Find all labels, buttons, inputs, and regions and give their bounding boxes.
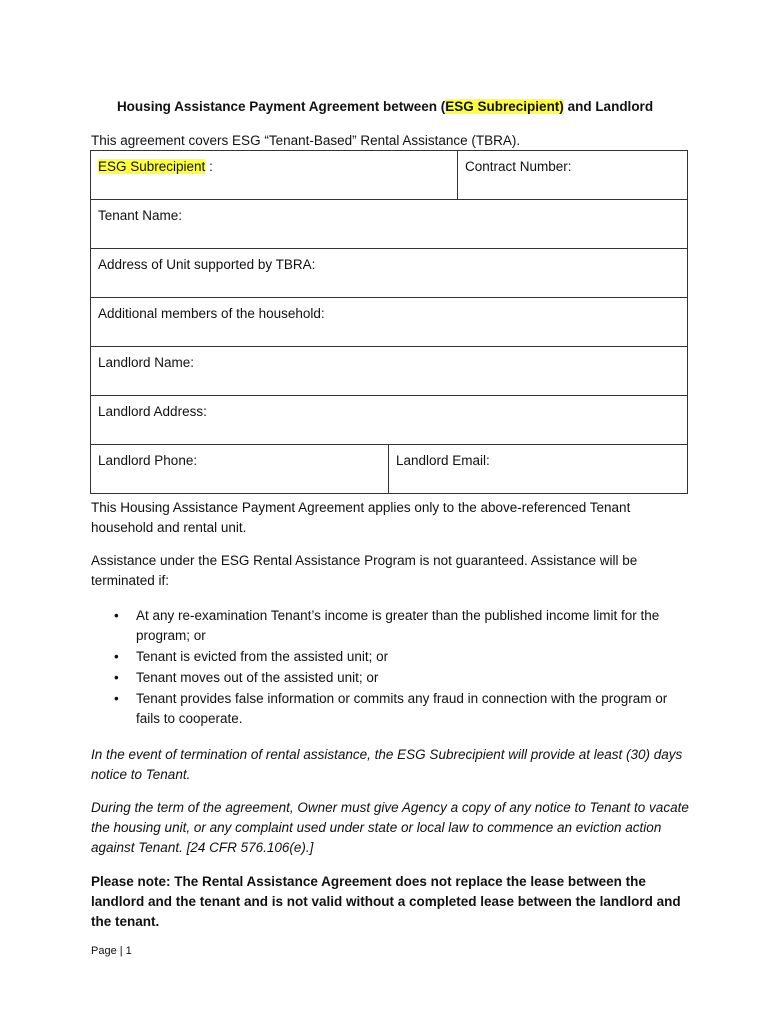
list-item <box>114 668 694 688</box>
page-number: Page | 1 <box>91 945 132 957</box>
landlord-email-field[interactable] <box>389 445 688 494</box>
list-item-text: At any re-examination Tenant’s income is greater than the published income limit for the program; or <box>136 608 660 643</box>
contract-number-label: Contract Number: <box>465 159 572 174</box>
landlord-address-label: Landlord Address: <box>98 404 207 419</box>
title-part-2: and Landlord <box>563 99 654 114</box>
unit-address-label: Address of Unit supported by TBRA: <box>98 257 316 272</box>
landlord-phone-field[interactable] <box>91 445 389 494</box>
contract-number-field[interactable] <box>458 151 688 200</box>
applicability-paragraph: This Housing Assistance Payment Agreement applies only to the above-referenced Tenant household and rental unit. <box>91 500 631 535</box>
landlord-address-field[interactable] <box>91 396 688 445</box>
landlord-email-label: Landlord Email: <box>396 453 490 468</box>
household-members-label: Additional members of the household: <box>98 306 325 321</box>
tenant-name-field[interactable] <box>91 200 688 249</box>
list-item <box>114 689 694 729</box>
agreement-form-table <box>90 150 688 494</box>
landlord-name-field[interactable] <box>91 347 688 396</box>
bullet-icon: • <box>114 608 119 623</box>
subrecipient-suffix: : <box>205 159 213 174</box>
page-title <box>0 99 770 114</box>
title-part-1: Housing Assistance Payment Agreement between ( <box>116 99 446 114</box>
owner-notice-paragraph: During the term of the agreement, Owner must give Agency a copy of any notice to Tenant to vacate the housing unit, or any complaint used under state or local law to commence an eviction action against Tenant. [24 CFR 576.106(e).] <box>91 800 689 855</box>
termination-notice-paragraph: In the event of termination of rental assistance, the ESG Subrecipient will provide at least (30) days notice to Tenant. <box>91 747 683 782</box>
bullet-icon: • <box>114 649 119 664</box>
list-item <box>114 606 694 646</box>
form-row-tenant <box>91 200 688 249</box>
title-highlight: ESG Subrecipient) <box>445 99 564 114</box>
tenant-name-label: Tenant Name: <box>98 208 183 223</box>
list-item-text: Tenant provides false information or commits any fraud in connection with the program or fails to cooperate. <box>136 691 668 726</box>
landlord-phone-label: Landlord Phone: <box>98 453 198 468</box>
form-row-landlord-address <box>91 396 688 445</box>
landlord-name-label: Landlord Name: <box>98 355 195 370</box>
termination-conditions-list <box>114 606 694 730</box>
subrecipient-field[interactable] <box>91 151 458 200</box>
subrecipient-label: ESG Subrecipient <box>98 159 206 174</box>
intro-text: This agreement covers ESG “Tenant-Based” Rental Assistance (TBRA). <box>91 133 521 148</box>
bullet-icon: • <box>114 691 119 706</box>
household-members-field[interactable] <box>91 298 688 347</box>
bullet-icon: • <box>114 670 119 685</box>
form-row-unit-address <box>91 249 688 298</box>
termination-paragraph: Assistance under the ESG Rental Assistance Program is not guaranteed. Assistance will be terminated if: <box>91 553 638 588</box>
form-row-landlord-name <box>91 347 688 396</box>
lease-note-paragraph: Please note: The Rental Assistance Agreement does not replace the lease between the landlord and the tenant and is not valid without a completed lease between the landlord and the tenant. <box>91 874 681 929</box>
unit-address-field[interactable] <box>91 249 688 298</box>
form-row-landlord-contact <box>91 445 688 494</box>
list-item <box>114 647 694 667</box>
form-row-subrecipient <box>91 151 688 200</box>
form-row-household <box>91 298 688 347</box>
list-item-text: Tenant is evicted from the assisted unit; or <box>136 649 389 664</box>
list-item-text: Tenant moves out of the assisted unit; or <box>136 670 379 685</box>
